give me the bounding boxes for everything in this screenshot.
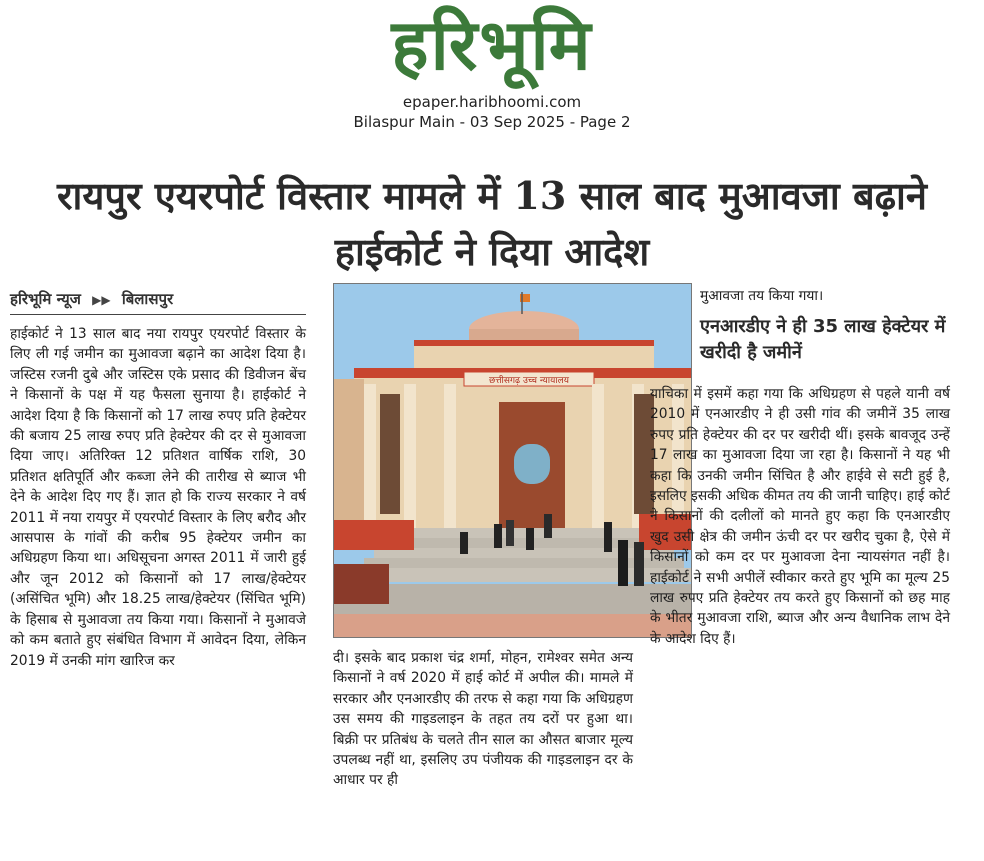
byline-source: हरिभूमि न्यूज bbox=[10, 290, 81, 308]
edition-info: Bilaspur Main - 03 Sep 2025 - Page 2 bbox=[353, 113, 631, 131]
byline-arrows-icon: ▶▶ bbox=[92, 293, 111, 307]
article-column-2 bbox=[333, 648, 633, 791]
article-paragraph: दी। इसके बाद प्रकाश चंद्र शर्मा, मोहन, रामेश्वर समेत अन्य किसानों ने वर्ष 2020 में हाई कोर्ट में अपील की। मामले में सरकार और एनआरडीए की तरफ से कहा गया कि अधिग्रहण उस समय की गाइडलाइन के तहत तय दरों पर हुआ था। बिक्री पर प्रतिबंध के चलते तीन साल का औसत बाजार मूल्य उपलब्ध नहीं था, इसलिए उप पंजीयक की गाइडलाइन दर के आधार पर ही bbox=[333, 650, 633, 789]
building-sign: छत्तीसगढ़ उच्च न्यायालय bbox=[489, 376, 569, 386]
article-column-3-top bbox=[700, 286, 950, 306]
masthead-url[interactable]: epaper.haribhoomi.com bbox=[402, 93, 582, 111]
article-column-1 bbox=[10, 324, 306, 671]
article-paragraph: मुआवजा तय किया गया। bbox=[700, 288, 824, 304]
article-paragraph: याचिका में इसमें कहा गया कि अधिग्रहण से पहले यानी वर्ष 2010 में एनआरडीए ने ही उसी गांव की जमीनें 35 लाख रुपए प्रति हेक्टेयर की दर पर खरीदी थीं। इसके बावजूद उन्हें 17 लाख का मुआवजा दिया जा रहा है। किसानों ने यह भी कहा कि उनकी जमीन सिंचित है और हाईवे से सटी हुई है, इसलिए इसकी अधिक कीमत तय की जानी चाहिए। हाई कोर्ट ने किसानों की दलीलों को मानते हुए कहा कि एनआरडीए खुद उसी क्षेत्र की जमीन ऊंची दर पर खरीद चुका है, ऐसे में किसानों को कम दर पर मुआवजा देना न्यायसंगत नहीं है। हाईकोर्ट ने सभी अपीलें स्वीकार करते हुए भूमि का मूल्य 25 लाख रुपए प्रति हेक्टेयर तय करते हुए किसानों को छह माह के भीतर मुआवजा राशि, ब्याज और अन्य वैधानिक लाभ देने के आदेश दिए हैं। bbox=[650, 386, 950, 647]
high-court-building-image bbox=[334, 284, 691, 637]
article-photo bbox=[333, 283, 692, 638]
byline bbox=[10, 286, 306, 315]
article-paragraph: हाईकोर्ट ने 13 साल बाद नया रायपुर एयरपोर्ट विस्तार के लिए ली गई जमीन का मुआवजा बढ़ाने का आदेश दिया है। जस्टिस रजनी दुबे और जस्टिस एके प्रसाद की डिवीजन बेंच ने किसानों के पक्ष में यह फैसला सुनाया है। हाईकोर्ट ने आदेश दिया है कि किसानों को 17 लाख रुपए प्रति हेक्टेयर की बजाय 25 लाख रुपए प्रति हेक्टेयर की दर से मुआवजा दिया जाए। अतिरिक्त 12 प्रतिशत वार्षिक राशि, 30 प्रतिशत क्षतिपूर्ति और कब्जा लेने की तारीख से ब्याज भी देने के आदेश दिए गए हैं। ज्ञात हो कि राज्य सरकार ने वर्ष 2011 में नया रायपुर में एयरपोर्ट विस्तार के लिए बरौद और आसपास के गांवों की करीब 95 हेक्टेयर जमीन का अधिग्रहण किया था। अधिसूचना अगस्त 2011 में जारी हुई और जून 2012 को किसानों को 17 लाख/हेक्टेयर (असिंचित भूमि) और 18.25 लाख/हेक्टेयर (सिंचित भूमि) के हिसाब से मुआवजा तय किया गया। किसानों ने मुआवजे को कम बताते हुए संबंधित विभाग में आवेदन दिया, लेकिन 2019 में उनकी मांग खारिज कर bbox=[10, 326, 306, 669]
article-headline: रायपुर एयरपोर्ट विस्तार मामले में 13 साल बाद मुआवजा बढ़ाने हाईकोर्ट ने दिया आदेश bbox=[56, 173, 927, 274]
masthead-meta bbox=[0, 92, 984, 132]
article-subheading: एनआरडीए ने ही 35 लाख हेक्टेयर में खरीदी है जमीनें bbox=[700, 316, 946, 363]
article-column-3 bbox=[650, 384, 950, 649]
masthead-logo: हरिभूमि bbox=[391, 4, 593, 86]
byline-city: बिलासपुर bbox=[121, 290, 174, 308]
